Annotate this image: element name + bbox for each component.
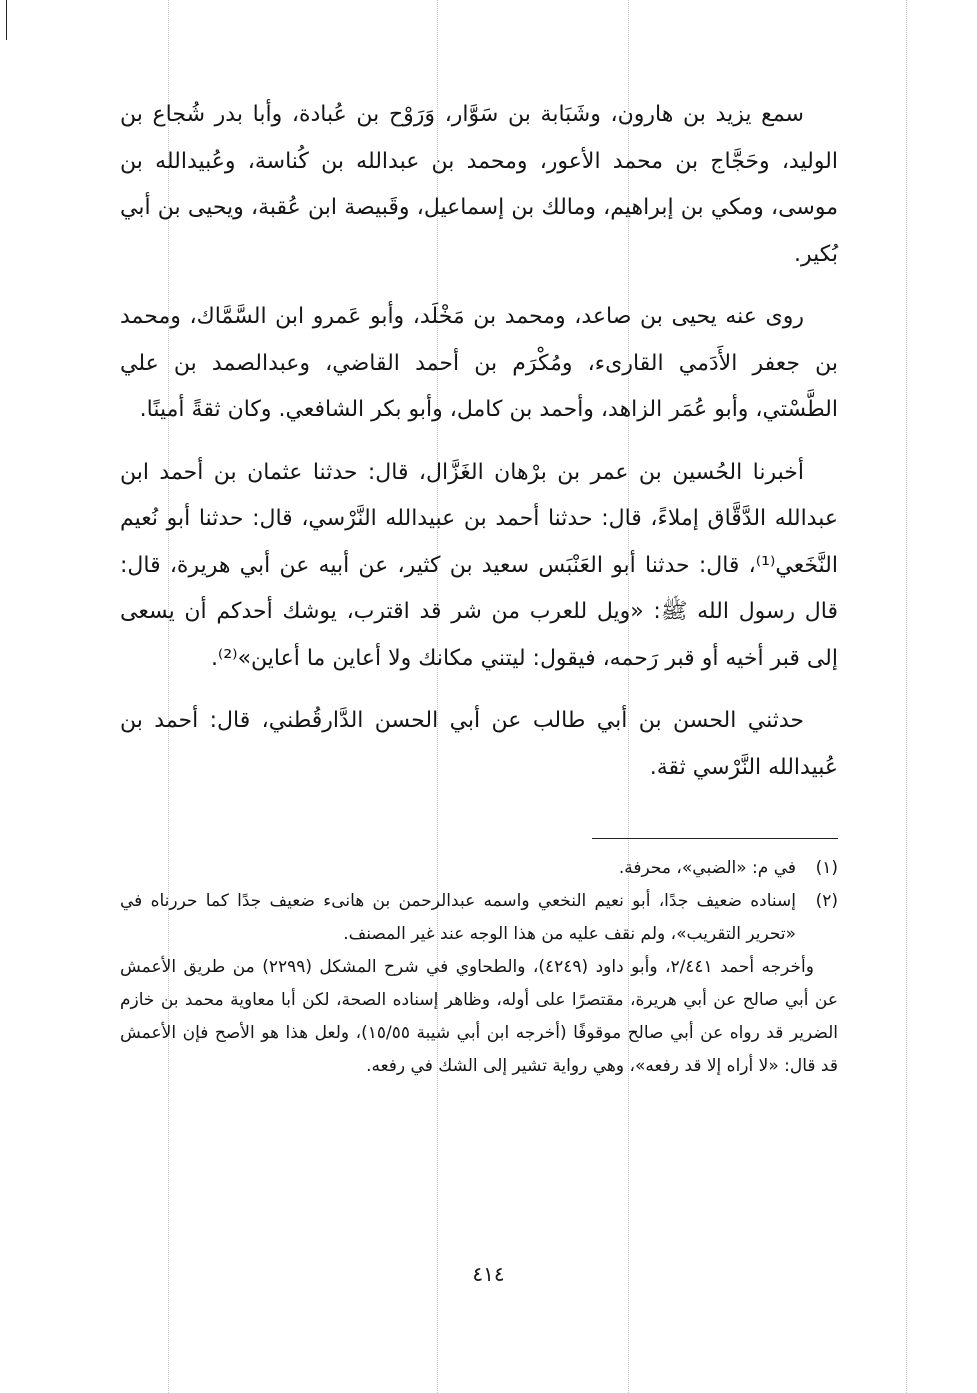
footnote-text: إسناده ضعيف جدًا، أبو نعيم النخعي واسمه عبدالرحمن بن هانىء ضعيف جدًا كما حررناه في «تحرير التقريب»، ولم نقف عليه من هذا الوجه عند غير المصنف.: [120, 891, 796, 944]
paragraph-students: روى عنه يحيى بن صاعد، ومحمد بن مَخْلَد، وأبو عَمرو ابن السَّمَّاك، ومحمد بن جعفر الأَدَمي القارىء، ومُكْرَم بن أحمد القاضي، وعبدالصمد بن علي الطَّسْتي، وأبو عُمَر الزاهد، وأحمد بن كامل، وأبو بكر الشافعي. وكان ثقةً أمينًا.: [120, 304, 838, 422]
footnote-number: (١): [815, 858, 838, 878]
footnote-2-continuation: وأخرجه أحمد ٢/٤٤١، وأبو داود (٤٢٤٩)، والطحاوي في شرح المشكل (٢٢٩٩) من طريق الأعمش عن أبي صالح عن أبي هريرة، مقتصرًا على أوله، وظاهر إسناده الصحة، لكن أبا معاوية محمد بن خازم الضرير قد رواه عن أبي صالح موقوفًا (أخرجه ابن أبي شيبة ١٥/٥٥)، ولعل هذا هو الأصح فإن الأعمش قد قال: «لا أراه إلا قد رفعه»، وهي رواية تشير إلى الشك في رفعه.: [120, 957, 839, 1076]
footnote-separator: [592, 838, 838, 839]
footnotes: [120, 852, 838, 1083]
footnote-text: في م: «الضبي»، محرفة.: [618, 858, 796, 878]
paragraph-hadith: أخبرنا الحُسين بن عمر بن برْهان الغَزَّال، قال: حدثنا عثمان بن أحمد ابن عبدالله الدَّقَّاق إملاءً، قال: حدثنا أحمد بن عبيدالله النَّرْسي، قال: حدثنا أبو نُعيم النَّخَعي⁽¹⁾، قال: حدثنا أبو العَنْبَس سعيد بن كثير، عن أبيه عن أبي هريرة، قال: قال رسول الله ﷺ: «ويل للعرب من شر قد اقترب، يوشك أحدكم أن يسعى إلى قبر أخيه أو قبر رَحمه، فيقول: ليتني مكانك ولا أعاين ما أعاين»⁽²⁾.: [120, 459, 838, 671]
scan-artifact-line: [906, 0, 908, 1393]
main-text: [120, 92, 838, 805]
margin-rule: [6, 0, 7, 40]
footnote-2: [120, 885, 838, 951]
page-number: ٤١٤: [472, 1262, 505, 1286]
footnote-1: [120, 852, 838, 885]
paragraph-teachers: سمع يزيد بن هارون، وشَبَابة بن سَوَّار، وَرَوْح بن عُبادة، وأبا بدر شُجاع بن الوليد، وحَجَّاج بن محمد الأعور، ومحمد بن عبدالله بن كُناسة، وعُبيدالله بن موسى، ومكي بن إبراهيم، ومالك بن إسماعيل، وقَبيصة ابن عُقبة، ويحيى بن أبي بُكير.: [120, 102, 838, 267]
paragraph-grading: حدثني الحسن بن أبي طالب عن أبي الحسن الدَّارقُطني، قال: أحمد بن عُبيدالله النَّرْسي ثقة.: [120, 708, 838, 780]
footnote-number: (٢): [815, 891, 838, 911]
